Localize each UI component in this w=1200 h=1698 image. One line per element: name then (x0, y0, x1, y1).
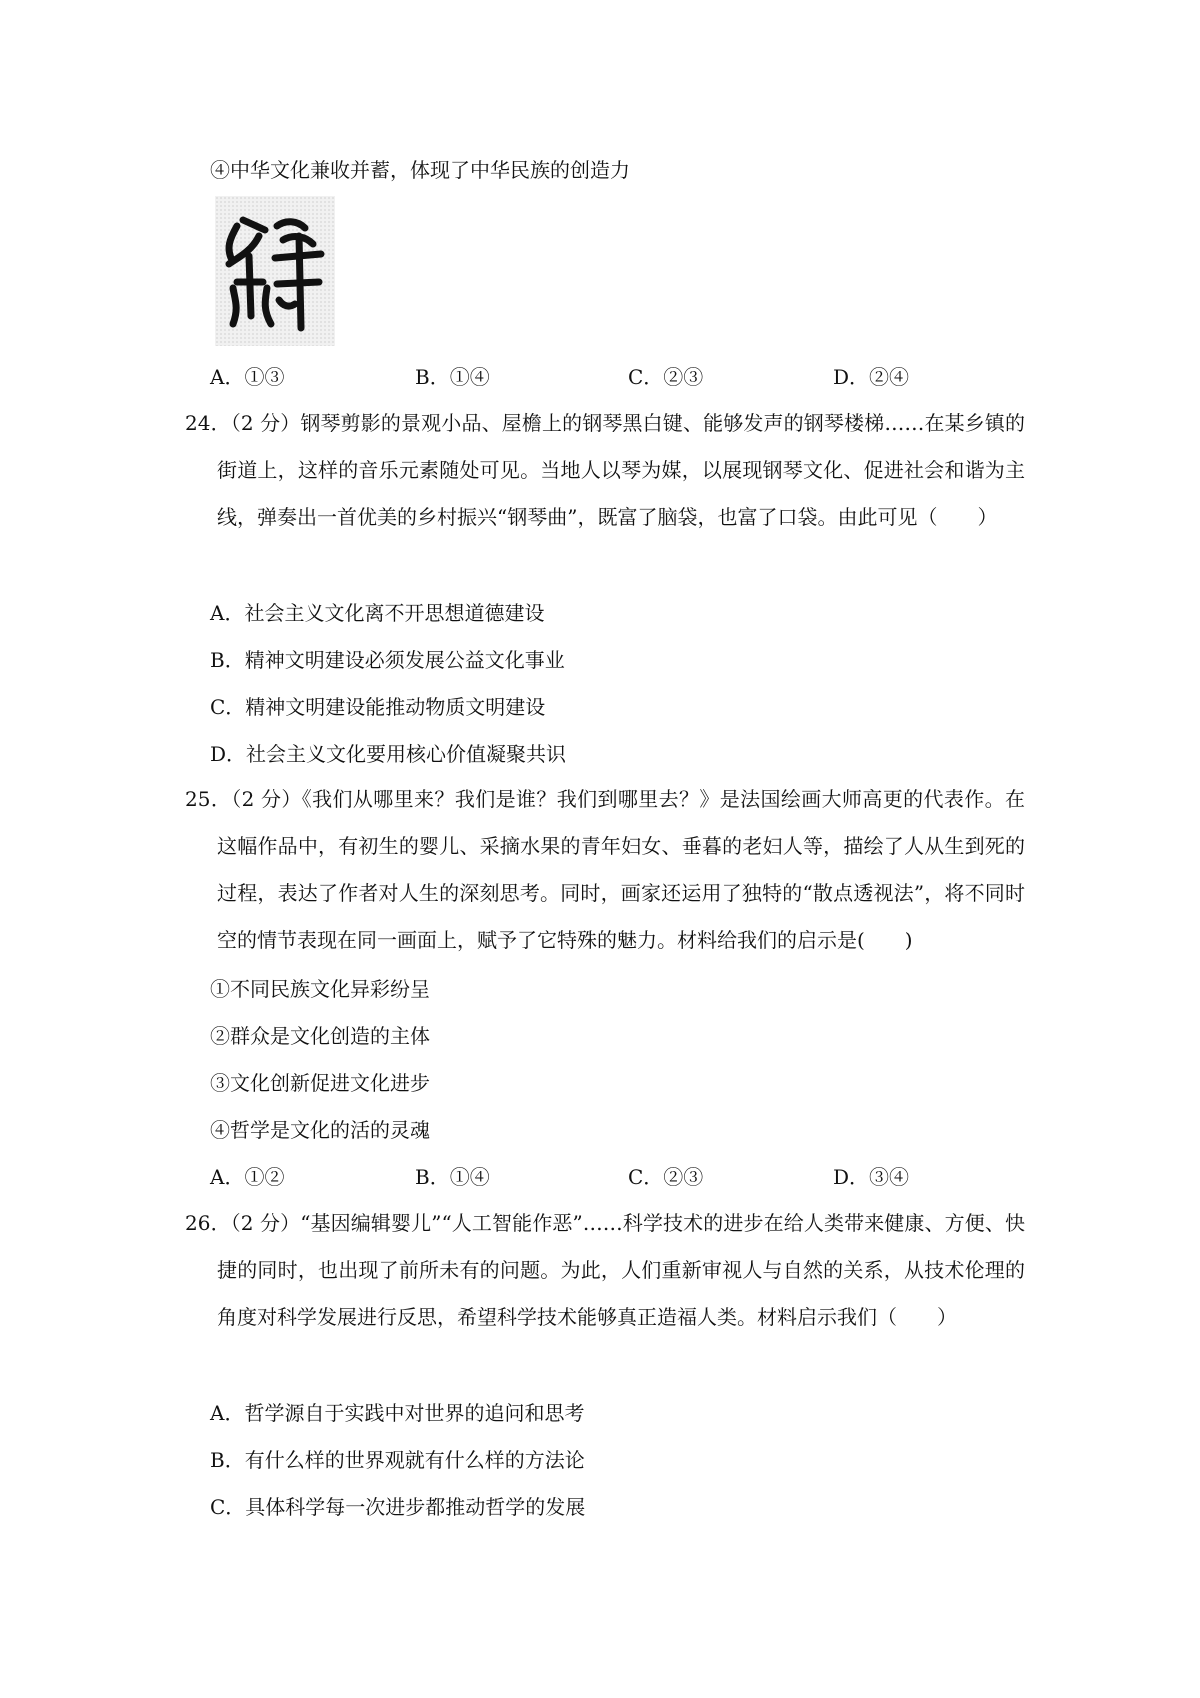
q25-statement-2: ②群众是文化创造的主体 (210, 1024, 430, 1048)
q25-options (210, 1165, 1010, 1189)
q23-statement-4: ④中华文化兼收并蓄，体现了中华民族的创造力 (210, 158, 630, 182)
q24-option-c[interactable]: C．精神文明建设能推动物质文明建设 (210, 695, 546, 719)
q24-option-d[interactable]: D．社会主义文化要用核心价值凝聚共识 (210, 742, 567, 766)
q24-option-a[interactable]: A．社会主义文化离不开思想道德建设 (210, 601, 545, 625)
seal-script-character-icon (215, 196, 335, 346)
q25-statement-4: ④哲学是文化的活的灵魂 (210, 1118, 430, 1142)
q26-stem: 26．（2 分）“基因编辑婴儿”“人工智能作恶”……科学技术的进步在给人类带来健康、方便、快捷的同时，也出现了前所未有的问题。为此，人们重新审视人与自然的关系，从技术伦理的角度对科学发展进行反思，希望科学技术能够真正造福人类。材料启示我们（ ） (185, 1211, 1025, 1329)
seal-script-image (215, 196, 335, 346)
q25-option-a[interactable]: A．①② (210, 1165, 285, 1189)
q25-option-c[interactable]: C．②③ (628, 1165, 704, 1189)
q25-option-d[interactable]: D．③④ (833, 1165, 910, 1189)
q25-option-b[interactable]: B．①④ (415, 1165, 490, 1189)
q23-option-b[interactable]: B．①④ (415, 365, 490, 389)
q23-option-c[interactable]: C．②③ (628, 365, 704, 389)
q24-option-b[interactable]: B．精神文明建设必须发展公益文化事业 (210, 648, 565, 672)
q23-option-d[interactable]: D．②④ (833, 365, 910, 389)
q25-statement-1: ①不同民族文化异彩纷呈 (210, 977, 430, 1001)
q23-options (210, 365, 1010, 389)
q26-option-b[interactable]: B．有什么样的世界观就有什么样的方法论 (210, 1448, 585, 1472)
q24-stem: 24．（2 分）钢琴剪影的景观小品、屋檐上的钢琴黑白键、能够发声的钢琴楼梯……在某乡镇的街道上，这样的音乐元素随处可见。当地人以琴为媒，以展现钢琴文化、促进社会和谐为主线，弹奏出一首优美的乡村振兴“钢琴曲”，既富了脑袋，也富了口袋。由此可见（ ） (185, 411, 1025, 529)
q26-option-c[interactable]: C．具体科学每一次进步都推动哲学的发展 (210, 1495, 586, 1519)
q23-option-a[interactable]: A．①③ (210, 365, 285, 389)
q25-stem: 25．（2 分）《我们从哪里来？我们是谁？我们到哪里去？》是法国绘画大师高更的代表作。在这幅作品中，有初生的婴儿、采摘水果的青年妇女、垂暮的老妇人等，描绘了人从生到死的过程，表达了作者对人生的深刻思考。同时，画家还运用了独特的“散点透视法”，将不同时空的情节表现在同一画面上，赋予了它特殊的魅力。材料给我们的启示是( ) (185, 787, 1025, 952)
q25-statement-3: ③文化创新促进文化进步 (210, 1071, 430, 1095)
q26-option-a[interactable]: A．哲学源自于实践中对世界的追问和思考 (210, 1401, 585, 1425)
